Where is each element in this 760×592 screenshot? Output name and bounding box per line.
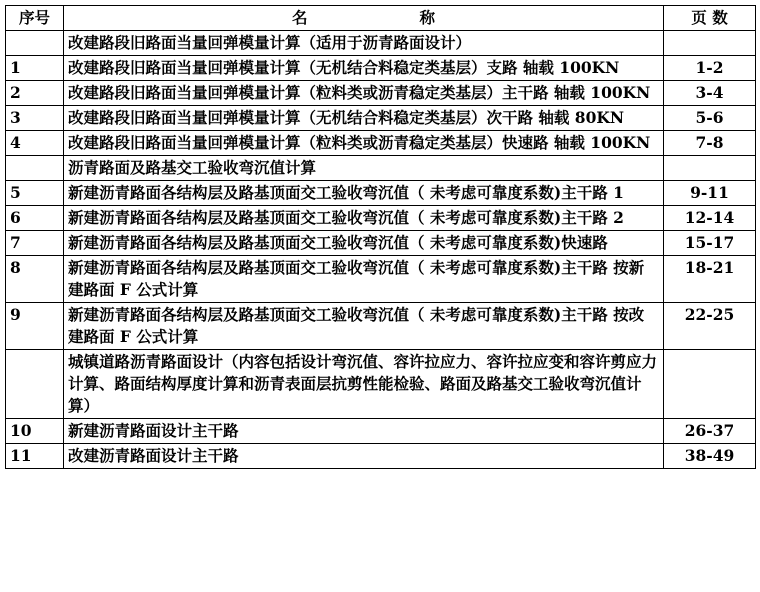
row-number: 1 <box>6 56 64 81</box>
row-name: 新建沥青路面设计主干路 <box>64 419 664 444</box>
table-row <box>6 156 756 181</box>
table-row <box>6 81 756 106</box>
row-pages: 12-14 <box>664 206 756 231</box>
row-pages <box>664 350 756 419</box>
row-number: 5 <box>6 181 64 206</box>
row-name: 新建沥青路面各结构层及路基顶面交工验收弯沉值（ 未考虑可靠度系数)主干路 1 <box>64 181 664 206</box>
row-pages: 1-2 <box>664 56 756 81</box>
row-number <box>6 31 64 56</box>
table-row <box>6 131 756 156</box>
row-pages: 38-49 <box>664 444 756 469</box>
row-name: 沥青路面及路基交工验收弯沉值计算 <box>64 156 664 181</box>
row-name: 改建路段旧路面当量回弹模量计算（适用于沥青路面设计） <box>64 31 664 56</box>
row-number: 9 <box>6 303 64 350</box>
table-row <box>6 181 756 206</box>
row-number: 4 <box>6 131 64 156</box>
header-name-left: 名 <box>291 8 308 27</box>
row-pages: 9-11 <box>664 181 756 206</box>
row-name: 新建沥青路面各结构层及路基顶面交工验收弯沉值（ 未考虑可靠度系数)主干路 按新建路面 F 公式计算 <box>64 256 664 303</box>
table-row <box>6 256 756 303</box>
row-number: 3 <box>6 106 64 131</box>
row-name: 城镇道路沥青路面设计（内容包括设计弯沉值、容许拉应力、容许拉应变和容许剪应力计算、路面结构厚度计算和沥青表面层抗剪性能检验、路面及路基交工验收弯沉值计算） <box>64 350 664 419</box>
row-number: 10 <box>6 419 64 444</box>
row-name: 新建沥青路面各结构层及路基顶面交工验收弯沉值（ 未考虑可靠度系数)主干路 2 <box>64 206 664 231</box>
row-number: 7 <box>6 231 64 256</box>
header-name-right: 称 <box>419 8 436 27</box>
row-name: 改建路段旧路面当量回弹模量计算（粒料类或沥青稳定类基层）主干路 轴载 100KN <box>64 81 664 106</box>
table-row <box>6 56 756 81</box>
row-pages: 3-4 <box>664 81 756 106</box>
header-pages: 页 数 <box>664 6 756 31</box>
row-pages: 22-25 <box>664 303 756 350</box>
table-row <box>6 303 756 350</box>
row-pages: 5-6 <box>664 106 756 131</box>
row-number: 11 <box>6 444 64 469</box>
row-pages: 15-17 <box>664 231 756 256</box>
row-pages: 7-8 <box>664 131 756 156</box>
row-number <box>6 350 64 419</box>
table-row <box>6 231 756 256</box>
table-row <box>6 419 756 444</box>
row-pages <box>664 31 756 56</box>
row-number: 6 <box>6 206 64 231</box>
row-name: 改建路段旧路面当量回弹模量计算（无机结合料稳定类基层）次干路 轴载 80KN <box>64 106 664 131</box>
row-name: 改建路段旧路面当量回弹模量计算（无机结合料稳定类基层）支路 轴载 100KN <box>64 56 664 81</box>
row-number: 8 <box>6 256 64 303</box>
table-header-row <box>6 6 756 31</box>
row-number: 2 <box>6 81 64 106</box>
row-number <box>6 156 64 181</box>
table-row <box>6 206 756 231</box>
table-of-contents <box>5 5 756 469</box>
table-row <box>6 106 756 131</box>
header-name <box>64 6 664 31</box>
table-row <box>6 444 756 469</box>
row-pages <box>664 156 756 181</box>
row-name: 改建沥青路面设计主干路 <box>64 444 664 469</box>
row-name: 改建路段旧路面当量回弹模量计算（粒料类或沥青稳定类基层）快速路 轴载 100KN <box>64 131 664 156</box>
table-row <box>6 31 756 56</box>
table-row <box>6 350 756 419</box>
row-pages: 26-37 <box>664 419 756 444</box>
header-number: 序号 <box>6 6 64 31</box>
row-name: 新建沥青路面各结构层及路基顶面交工验收弯沉值（ 未考虑可靠度系数)主干路 按改建路面 F 公式计算 <box>64 303 664 350</box>
row-name: 新建沥青路面各结构层及路基顶面交工验收弯沉值（ 未考虑可靠度系数)快速路 <box>64 231 664 256</box>
row-pages: 18-21 <box>664 256 756 303</box>
